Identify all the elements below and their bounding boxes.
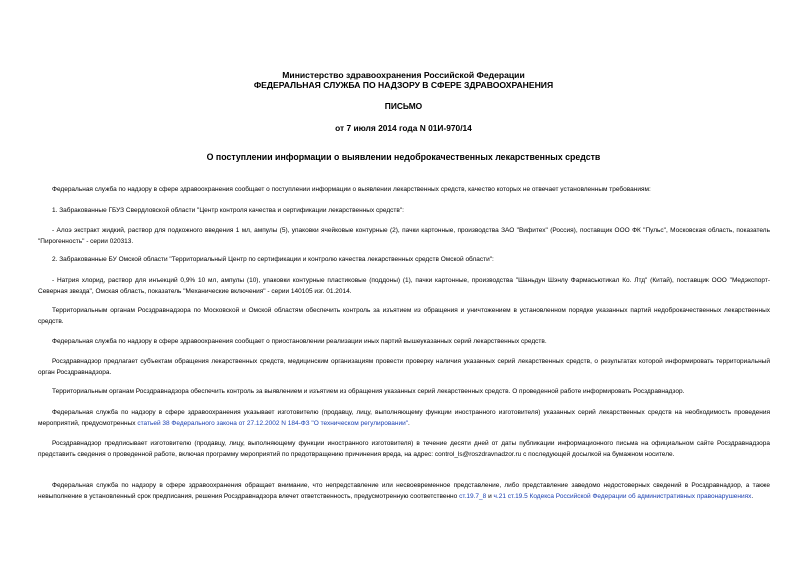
paragraph-text: и bbox=[486, 493, 494, 501]
paragraph-item-2-heading: 2. Забракованные БУ Омской области "Территориальный Центр по сертификации и контролю качества лекарственных средств Омской области": bbox=[52, 256, 494, 263]
paragraph-intro: Федеральная служба по надзору в сфере здравоохранения сообщает о поступлении информации о выявлении лекарственных средств, качество которых не отвечает установленным требованиям: bbox=[52, 186, 651, 193]
paragraph-reporting-order: Росздравнадзор предписывает изготовителю (продавцу, лицу, выполняющему функции иностранного изготовителя) в течение десяти дней от даты публикации информационного письма на официальном сайте Росздравнадзора представить сведения о проведенной работе, включая программу мероприятий по предотвращению причинения вреда, на адрес: control_ls@roszdravnadzor.ru с последующей досылкой на бумажном носителе. bbox=[38, 440, 770, 459]
paragraph-item-1-heading: 1. Забракованные ГБУЗ Свердловской области "Центр контроля качества и сертификации лекарственных средств": bbox=[52, 207, 404, 214]
paragraph-text: . bbox=[408, 420, 410, 428]
paragraph-text: Федеральная служба по надзору в сфере здравоохранения обращает внимание, что непредставление или несвоевременное представление, либо представление заведомо недостоверных сведений в Росздравнадзор, а также невыполнение в установленный срок предписания, решения Росздравнадзора влечет ответственность, предусмотренную соответственно bbox=[38, 482, 770, 501]
paragraph-text: . bbox=[751, 493, 754, 501]
article-19-5-part-21-link[interactable]: ч.21 ст.19.5 bbox=[493, 493, 528, 501]
ministry-heading: Министерство здравоохранения Российской Федерации bbox=[282, 70, 525, 80]
article-19-7-8-link[interactable]: ст.19.7_8 bbox=[459, 493, 487, 501]
paragraph-item-2-detail: - Натрия хлорид, раствор для инъекций 0,9% 10 мл, ампулы (10), упаковки контурные пластиковые (поддоны) (1), пачки картонные, производства "Шаньдун Шэнлу Фармасьютикал Ко. Лтд" (Китай), поставщик ООО "Медэкспорт-Северная звезда", Омская область, показатель "Механические включения" - серии 140105 изг. 01.2014. bbox=[38, 277, 770, 296]
law-article-38-link[interactable]: статьей 38 Федерального закона от 27.12.2002 N 184-ФЗ "О техническом регулировании" bbox=[137, 420, 409, 428]
document-type: ПИСЬМО bbox=[384, 101, 423, 111]
paragraph-item-1-detail: - Алоэ экстракт жидкий, раствор для подкожного введения 1 мл, ампулы (5), упаковки ячейковые контурные (2), пачки картонные, производства ЗАО "Вифитех" (Россия), поставщик ООО ФК "Пульс", Московская область, показатель "Пирогенность" - серии 020313. bbox=[38, 227, 770, 246]
paragraph-liability bbox=[38, 480, 770, 502]
paragraph-manufacturer-measures bbox=[38, 407, 770, 429]
paragraph-text: Федеральная служба по надзору в сфере здравоохранения указывает изготовителю (продавцу, лицу, выполняющему функции иностранного изготовителя) указанных серий лекарственных средств на необходимость проведения мероприятий, предусмотренных bbox=[38, 409, 770, 428]
paragraph-verification: Росздравнадзор предлагает субъектам обращения лекарственных средств, медицинским организациям провести проверку наличия указанных серий лекарственных средств, о результатах которой информировать территориальный орган Росздравнадзора. bbox=[38, 358, 770, 377]
paragraph-withdrawal-control: Территориальным органам Росздравнадзора обеспечить контроль за выявлением и изъятием из обращения указанных серий лекарственных средств. О проведенной работе информировать Росздравнадзор. bbox=[52, 388, 685, 395]
administrative-code-link[interactable]: Кодекса Российской Федерации об административных правонарушениях bbox=[529, 493, 752, 501]
paragraph-suspension: Федеральная служба по надзору в сфере здравоохранения сообщает о приостановлении реализации иных партий вышеуказанных серий лекарственных средств. bbox=[52, 338, 547, 345]
service-heading: ФЕДЕРАЛЬНАЯ СЛУЖБА ПО НАДЗОРУ В СФЕРЕ ЗДРАВООХРАНЕНИЯ bbox=[253, 80, 554, 90]
document-date-number: от 7 июля 2014 года N 01И-970/14 bbox=[335, 123, 472, 133]
paragraph-territorial-control: Территориальным органам Росздравнадзора по Московской и Омской областям обеспечить контроль за изъятием из обращения и уничтожением в установленном порядке указанных партий недоброкачественных лекарственных средств. bbox=[38, 307, 770, 326]
document-subject: О поступлении информации о выявлении недоброкачественных лекарственных средств bbox=[206, 152, 601, 162]
